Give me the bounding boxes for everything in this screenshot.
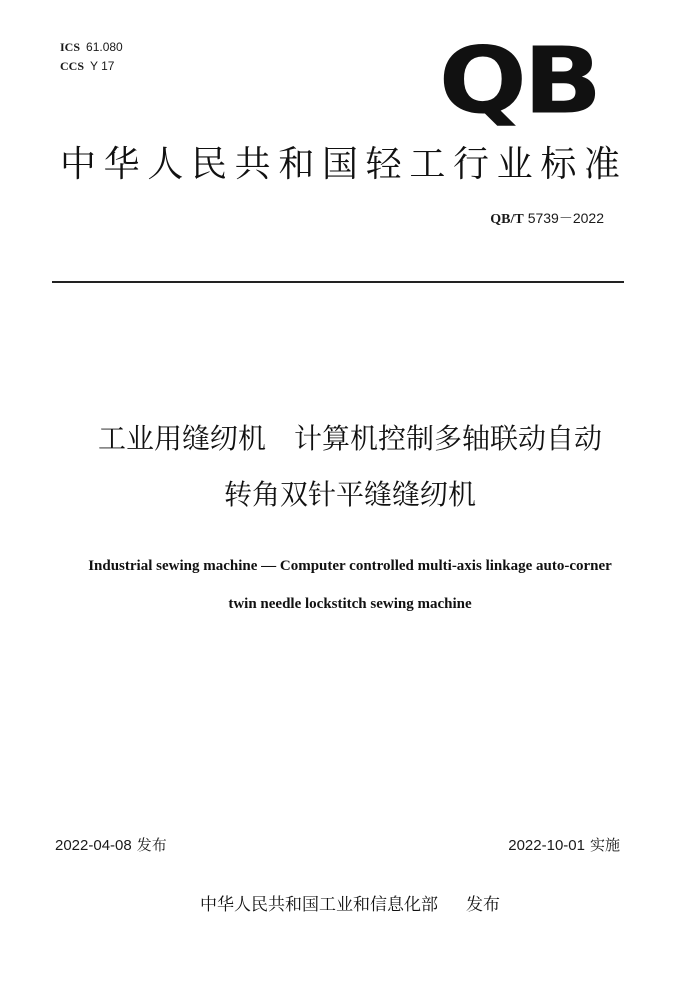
implement-date: 2022-10-01 <box>508 837 585 854</box>
ics-label: ICS <box>60 40 81 54</box>
header-divider <box>52 281 624 283</box>
industry-standard-title: 中华人民共和国轻工行业标准 <box>60 144 620 185</box>
title-zh-line1: 工业用缝纫机 计算机控制多轴联动自动 <box>97 422 602 455</box>
standard-code <box>490 208 604 230</box>
qb-logo: QB <box>438 27 599 135</box>
title-en-line2: twin needle lockstitch sewing machine <box>228 596 472 612</box>
ccs-label: CCS <box>60 59 85 73</box>
issuer-publish-label: 发布 <box>466 895 500 915</box>
issue-date-block <box>55 835 167 856</box>
title-en-line1: Industrial sewing machine — Computer controlled multi-axis linkage auto-corner <box>88 558 612 574</box>
ics-classification <box>60 38 123 56</box>
issuer-line <box>0 893 700 917</box>
implement-label: 实施 <box>589 836 620 854</box>
ccs-classification <box>60 57 114 75</box>
ccs-number: Y 17 <box>90 59 115 73</box>
standard-code-number: 5739－2022 <box>527 210 604 226</box>
title-zh-line2: 转角双针平缝缝纫机 <box>223 478 476 511</box>
ics-number: 61.080 <box>86 40 123 54</box>
implement-date-block <box>508 835 620 856</box>
issuer-name: 中华人民共和国工业和信息化部 <box>200 895 438 915</box>
issue-label: 发布 <box>136 836 167 854</box>
standard-code-prefix: QB/T <box>490 212 524 227</box>
issue-date: 2022-04-08 <box>55 837 132 854</box>
